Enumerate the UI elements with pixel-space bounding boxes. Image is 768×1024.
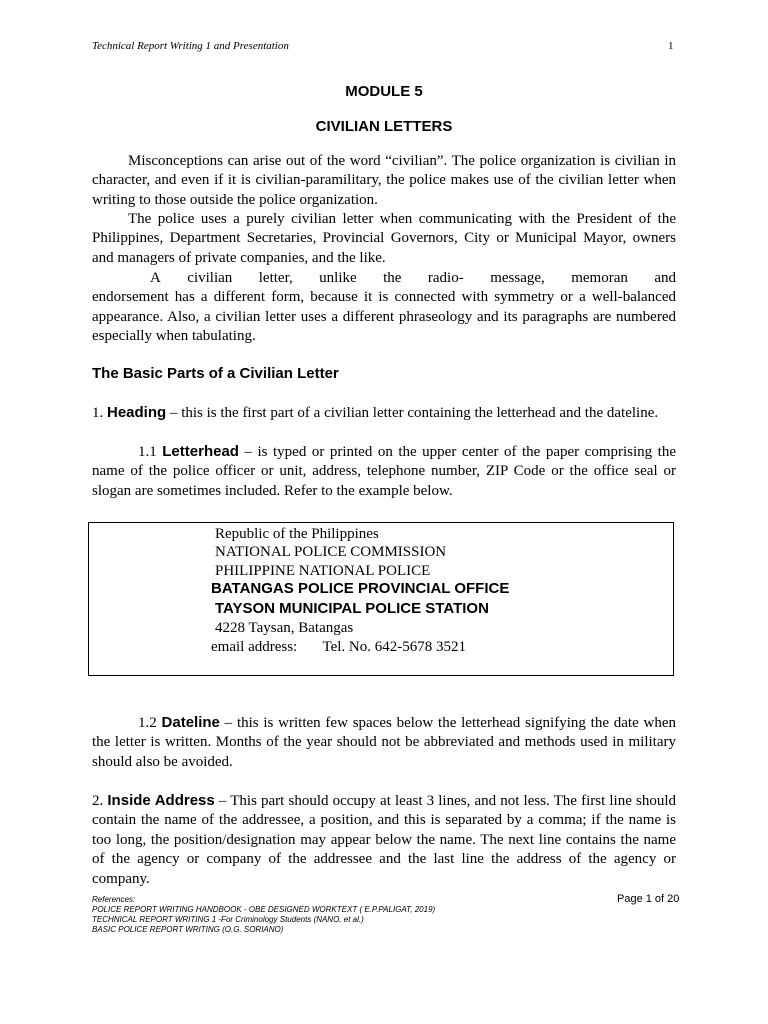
item-heading	[92, 403, 676, 423]
example-line-contact	[211, 638, 466, 657]
item-term: Dateline	[161, 714, 220, 731]
item-description: – This part should occupy at least 3 lines, and not less. The first line should contain the name of the addressee, a position, and this is separated by a comma; if the name is too long, the position/designation may appear below the name. The next line contains the name of the agency or company of the addressee and the last line the address of the agency or company.	[92, 793, 677, 887]
intro-paragraph-3-rest: endorsement has a different form, because it is connected with symmetry or a well-balanced appearance. Also, a civilian letter uses a different phraseology and its paragraphs are numbered especially when tabulating.	[92, 289, 676, 345]
word: message,	[490, 270, 545, 286]
item-inside-address	[92, 791, 676, 889]
example-telephone: Tel. No. 642-5678 3521	[322, 639, 466, 655]
item-dateline	[92, 713, 676, 772]
item-description: – this is written few spaces below the letterhead signifying the date when the letter is written. Months of the year should not be abbreviated and methods used in military should also be avoided.	[92, 715, 677, 770]
module-title: MODULE 5	[345, 83, 423, 100]
item-letterhead	[92, 442, 676, 501]
item-number: 1.1	[138, 444, 157, 460]
example-line-provincial-office: BATANGAS POLICE PROVINCIAL OFFICE	[211, 580, 510, 597]
word: A	[150, 270, 161, 286]
item-term: Letterhead	[162, 443, 239, 460]
word: the	[383, 270, 402, 286]
item-number: 1.2	[138, 715, 157, 731]
intro-paragraph-3-first-line	[92, 269, 676, 288]
section-heading: The Basic Parts of a Civilian Letter	[92, 365, 339, 382]
item-term: Heading	[107, 404, 167, 421]
word: and	[654, 270, 676, 286]
letterhead-example-box	[88, 522, 674, 676]
footer-page-count: Page 1 of 20	[617, 893, 680, 905]
reference-3: BASIC POLICE REPORT WRITING (O.G. SORIANO)	[92, 925, 284, 934]
item-description: – this is the first part of a civilian letter containing the letterhead and the dateline.	[166, 405, 659, 421]
item-term: Inside Address	[107, 792, 215, 809]
example-line-pnp: PHILIPPINE NATIONAL POLICE	[215, 563, 431, 579]
running-header-title: Technical Report Writing 1 and Presentation	[92, 40, 289, 52]
example-line-republic: Republic of the Philippines	[215, 526, 379, 542]
example-line-napolcom: NATIONAL POLICE COMMISSION	[215, 544, 447, 560]
item-number: 2.	[92, 793, 104, 809]
intro-paragraph-1: Misconceptions can arise out of the word “civilian”. The police organization is civilian in character, and even if it is civilian-paramilitary, the police makes use of the civilian letter when writing to those outside the police organization.	[92, 153, 676, 208]
intro-paragraph-2: The police uses a purely civilian letter when communicating with the President of the Philippines, Department Secretaries, Provincial Governors, City or Municipal Mayor, owners and managers of private companies, and the like.	[92, 211, 676, 266]
word: memoran	[571, 270, 628, 286]
example-email-label: email address:	[211, 639, 298, 655]
reference-2: TECHNICAL REPORT WRITING 1 -For Criminology Students (NANO, et al.)	[92, 915, 364, 924]
document-subtitle: CIVILIAN LETTERS	[315, 118, 453, 135]
word: radio-	[427, 270, 464, 286]
example-line-municipal-station: TAYSON MUNICIPAL POLICE STATION	[215, 600, 489, 617]
item-description: – is typed or printed on the upper center of the paper comprising the name of the police officer or unit, address, telephone number, ZIP Code or the office seal or slogan are sometimes included. Refer to the example below.	[92, 444, 676, 499]
example-line-address: 4228 Taysan, Batangas	[215, 620, 354, 636]
footer-references	[92, 895, 435, 935]
item-number: 1.	[92, 405, 104, 421]
word: civilian	[187, 270, 233, 286]
running-header-page-number: 1	[668, 40, 674, 52]
reference-1: POLICE REPORT WRITING HANDBOOK - OBE DESIGNED WORKTEXT ( E.P.PALIGAT, 2019)	[92, 905, 436, 914]
intro-paragraph-3	[92, 269, 676, 347]
word: letter,	[258, 270, 293, 286]
references-label: References:	[92, 895, 136, 904]
word: unlike	[319, 270, 357, 286]
